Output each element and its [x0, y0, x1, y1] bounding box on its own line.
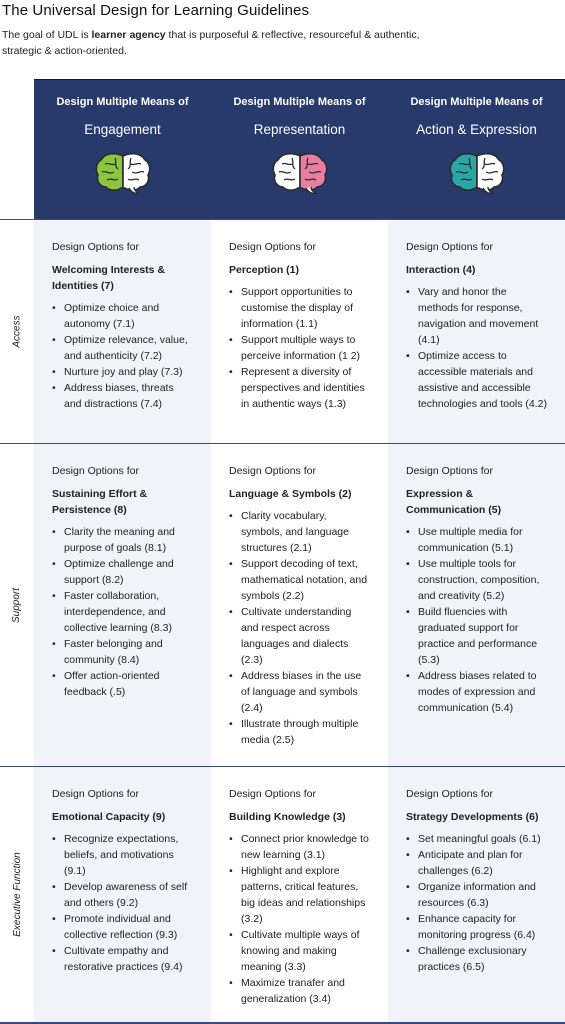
checkpoint-item: • Set meaningful goals (6.1) [406, 831, 547, 847]
guideline-heading: Expression & Communication (5) [406, 488, 502, 516]
checkpoint-item: • Support multiple ways to perceive information (1 2) [229, 332, 370, 364]
checkpoint-item: • Optimize choice and autonomy (7.1) [52, 300, 193, 332]
checkpoint-item: • Support decoding of text, mathematical notation, and symbols (2.2) [229, 556, 370, 604]
guideline-cell [211, 444, 388, 766]
checkpoint-item: • Address biases related to modes of expression and communication (5.4) [406, 668, 547, 716]
design-options-label: Design Options for [52, 241, 139, 253]
column-title: Engagement [84, 122, 161, 137]
checkpoint-item: • Offer action-oriented feedback (.5) [52, 668, 193, 700]
brain-icon-teal [447, 150, 507, 196]
design-options-label: Design Options for [229, 788, 316, 800]
column-header-action-expression: Design Multiple Means of Action & Expression [388, 80, 565, 220]
guideline-heading: Strategy Developments (6) [406, 811, 539, 823]
guideline-heading: Sustaining Effort & Persistence (8) [52, 488, 148, 516]
checkpoint-item: • Optimize challenge and support (8.2) [52, 556, 193, 588]
row-label-executive-function: Executive Function [11, 852, 23, 937]
guideline-cell [34, 220, 211, 443]
design-options-label: Design Options for [406, 788, 493, 800]
design-options-label: Design Options for [406, 465, 493, 477]
checkpoint-item: • Organize information and resources (6.3) [406, 879, 547, 911]
guideline-heading: Language & Symbols (2) [229, 488, 352, 500]
checkpoint-item: • Faster collaboration, interdependence, and collective learning (8.3) [52, 588, 193, 636]
guideline-heading: Building Knowledge (3) [229, 811, 346, 823]
checkpoint-list [52, 831, 193, 975]
checkpoint-item: • Anticipate and plan for challenges (6.2) [406, 847, 547, 879]
checkpoint-item: • Cultivate understanding and respect across languages and dialects (2.3) [229, 604, 370, 668]
guideline-heading: Emotional Capacity (9) [52, 811, 166, 823]
checkpoint-list [406, 831, 547, 975]
column-header-representation: Design Multiple Means of Representation [211, 80, 388, 220]
guideline-cell [388, 767, 565, 1022]
guideline-cell [34, 444, 211, 766]
checkpoint-item: • Address biases, threats and distractions (7.4) [52, 380, 193, 412]
checkpoint-item: • Address biases in the use of language and symbols (2.4) [229, 668, 370, 716]
intro-emphasis: learner agency [91, 29, 166, 41]
checkpoint-item: • Faster belonging and community (8.4) [52, 636, 193, 668]
checkpoint-item: • Cultivate empathy and restorative practices (9.4) [52, 943, 193, 975]
guideline-cell [388, 444, 565, 766]
design-options-label: Design Options for [406, 241, 493, 253]
guideline-cell [388, 220, 565, 443]
checkpoint-item: • Challenge exclusionary practices (6.5) [406, 943, 547, 975]
checkpoint-item: • Develop awareness of self and others (9.2) [52, 879, 193, 911]
checkpoint-list [229, 508, 370, 748]
checkpoint-item: • Build fluencies with graduated support for practice and performance (5.3) [406, 604, 547, 668]
column-header-band [34, 79, 565, 219]
checkpoint-list [229, 831, 370, 1007]
checkpoint-item: • Promote individual and collective reflection (9.3) [52, 911, 193, 943]
checkpoint-item: • Represent a diversity of perspectives and identities in authentic ways (1.3) [229, 364, 370, 412]
checkpoint-item: • Illustrate through multiple media (2.5) [229, 716, 370, 748]
checkpoint-item: • Maximize tranafer and generalization (3.4) [229, 975, 370, 1007]
design-options-label: Design Options for [229, 465, 316, 477]
column-title: Action & Expression [416, 122, 537, 137]
column-header-engagement: Design Multiple Means of Engagement [34, 80, 211, 220]
design-options-label: Design Options for [229, 241, 316, 253]
checkpoint-list [406, 284, 547, 412]
guideline-heading: Perception (1) [229, 264, 300, 276]
checkpoint-item: • Cultivate multiple ways of knowing and making meaning (3.3) [229, 927, 370, 975]
guideline-cell [211, 767, 388, 1022]
checkpoint-item: • Use multiple media for communication (5.1) [406, 524, 547, 556]
checkpoint-item: • Support opportunities to customise the display of information (1.1) [229, 284, 370, 332]
brain-icon-green [93, 150, 153, 196]
checkpoint-item: • Clarity the meaning and purpose of goals (8.1) [52, 524, 193, 556]
checkpoint-list [52, 300, 193, 412]
design-options-label: Design Options for [52, 788, 139, 800]
checkpoint-item: • Recognize expectations, beliefs, and motivations (9.1) [52, 831, 193, 879]
checkpoint-item: • Nurture joy and play (7.3) [52, 364, 193, 380]
checkpoint-item: • Optimize access to accessible materials and assistive and accessible technologies and tools (4.2) [406, 348, 547, 412]
guideline-heading: Interaction (4) [406, 264, 476, 276]
checkpoint-list [406, 524, 547, 716]
checkpoint-item: • Optimize relevance, value, and authenticity (7.2) [52, 332, 193, 364]
checkpoint-item: • Enhance capacity for monitoring progress (6.4) [406, 911, 547, 943]
checkpoint-item: • Vary and honor the methods for response, navigation and movement (4.1) [406, 284, 547, 348]
guideline-cell [211, 220, 388, 443]
checkpoint-list [52, 524, 193, 700]
checkpoint-item: • Clarity vocabulary, symbols, and language structures (2.1) [229, 508, 370, 556]
page-title: The Universal Design for Learning Guidelines [2, 2, 310, 19]
checkpoint-item: • Highlight and explore patterns, critical features, big ideas and relationships (3.2) [229, 863, 370, 927]
intro-text: The goal of UDL is learner agency that is purposeful & reflective, resourceful & authentic, strategic & action-oriented. [2, 29, 420, 57]
checkpoint-list [229, 284, 370, 412]
guideline-cell [34, 767, 211, 1022]
column-title: Representation [253, 122, 346, 137]
row-label-access: Access [11, 315, 23, 348]
guideline-heading: Welcoming Interests & Identities (7) [52, 264, 165, 292]
row-label-support: Support [11, 587, 23, 623]
design-options-label: Design Options for [52, 465, 139, 477]
brain-icon-pink [270, 150, 330, 196]
checkpoint-item: • Use multiple tools for construction, composition, and creativity (5.2) [406, 556, 547, 604]
checkpoint-item: • Connect prior knowledge to new learning (3.1) [229, 831, 370, 863]
